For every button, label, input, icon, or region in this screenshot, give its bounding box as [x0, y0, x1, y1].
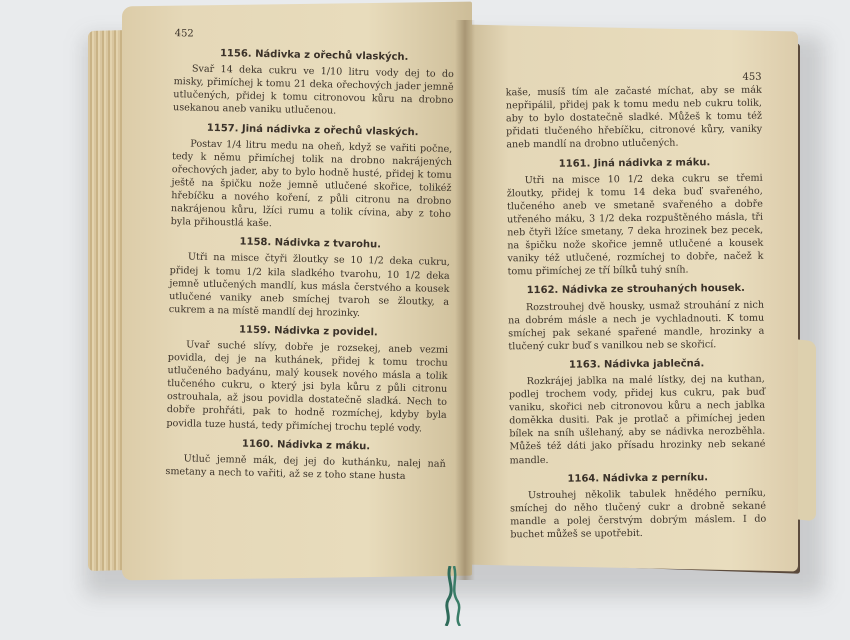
bookmark-ribbon-icon [438, 566, 468, 626]
book-gutter [455, 20, 475, 580]
recipe-text: Rozstrouhej dvě housky, usmaž strouhání z nich na dobrém másle a nech je vychladnouti. K tomu smíchej pak sekané spařené mandle, hrozinky a tlučený cukr buď s vanilkou neb se skořicí. [508, 299, 765, 353]
recipe-heading: 1159. Nádivka z povidel. [238, 324, 378, 339]
recipe-heading: 1157. Jiná nádivka z ořechů vlaských. [206, 122, 419, 138]
right-page-text [506, 71, 767, 544]
recipe-text: Rozkrájej jablka na malé lístky, dej na kuthan, podlej trochem vody, přidej kus cukru, pak buď vaniku, skořici neb citronovou kůru a nech jablka doměkka dusiti. Pak je protlač a přimíchej jeden bílek na sníh ušlehaný, aby se nádivka nerozběhla. Můžeš též dáti jako přísadu hrozinky neb sekané mandle. [508, 373, 766, 466]
recipe-text: Svař 14 deka cukru ve 1/10 litru vody dej to do misky, přimíchej k tomu 21 deka ořechových jader jemně utlučených, přidej k tomu citronovou kůru na drobno usekanou aneb vaniku utlučenou. [172, 63, 454, 117]
page-number: 453 [742, 71, 762, 83]
recipe-text: Utluč jemně mák, dej jej do kuthánku, nalej naň smetany a nech to vařiti, až se z toho stane husta [165, 453, 446, 482]
continued-text: kaše, musíš tím ale začasté míchat, aby se mák nepřipálil, přidej pak k tomu medu neb cukru tolik, aby to bylo dostatečně sladké. Můžeš k tomu též přidati tlučeného hřebíčku, citronové kůry, vaniky aneb mandlí na drobno utlučených. [505, 84, 763, 151]
recipe-text: Uvař suché slívy, dobře je rozsekej, aneb vezmi povidla, dej je na kuthánek, přidej k tomu trochu utlučeného badyánu, malý kousek nového másla a tolik tlučeného cukru, o který jsi byla kůru z půli citronu ostrouhala, až jsou povidla dostatečně sladká. Nech to dobře prohřáti, pak to hodně rozmíchej, kdyby byla povidla tuze hustá, tedy přimíchej trochu teplé vody. [166, 339, 449, 434]
recipe-heading: 1158. Nádivka z tvarohu. [239, 236, 382, 251]
recipe-text: Ustrouhej několik tabulek hnědého perníku, smíchej do něho tlučený cukr a drobně sekané mandle a polej čerstvým dobrým máslem. I do buchet můžeš se upotřebit. [510, 487, 767, 541]
left-page-text [165, 27, 454, 486]
recipe-heading: 1162. Nádivka ze strouhaných housek. [526, 283, 746, 297]
recipe-heading: 1160. Nádivka z máku. [241, 438, 371, 452]
recipe-text: Postav 1/4 litru medu na oheň, když se vařiti počne, tedy k němu přimíchej tolik na drobno nakrájených ořechových jader, aby to bylo hodně husté, přidej k tomu ještě na špičku nože jemně utlučené skořice, tolikéž hřebíčku a nového koření, z půli citronu na drobno nakrájenou kůru, lžíci rumu a tolik cívina, aby z toho byla přihoustlá kaše. [170, 138, 453, 230]
recipe-heading: 1156. Nádivka z ořechů vlaských. [219, 48, 409, 64]
recipe-heading: 1163. Nádivka jablečná. [568, 358, 705, 371]
recipe-text: Utři na misce 10 1/2 deka cukru se třemi žloutky, přidej k tomu 14 deka buď svařeného, tlučeného aneb ve smetaně svařeného a dobře utřeného máku, 3 1/2 deka rozpuštěného másla, tři neb čtyři lžíce smetany, 7 deka hrozinek bez pecek, na špičku nože skořice jemně utlučené a kousek vaniky též utlučené, rozmíchej to dobře, načež k tomu přimíchej ze tří bílků tuhý sníh. [506, 172, 764, 278]
recipe-text: Utři na misce čtyři žloutky se 10 1/2 deka cukru, přidej k tomu 1/2 kila sladkého tvarohu, 10 1/2 deka jemně utlučených mandlí, kus másla čerstvého a kousek utlučené vaniky aneb smíchej tvaroh se žloutky, a cukrem a na místě mandlí dej hrozinky. [168, 251, 451, 319]
recipe-heading: 1164. Nádivka z perníku. [567, 471, 709, 485]
page-number: 452 [174, 28, 194, 40]
recipe-heading: 1161. Jiná nádivka z máku. [558, 156, 711, 170]
